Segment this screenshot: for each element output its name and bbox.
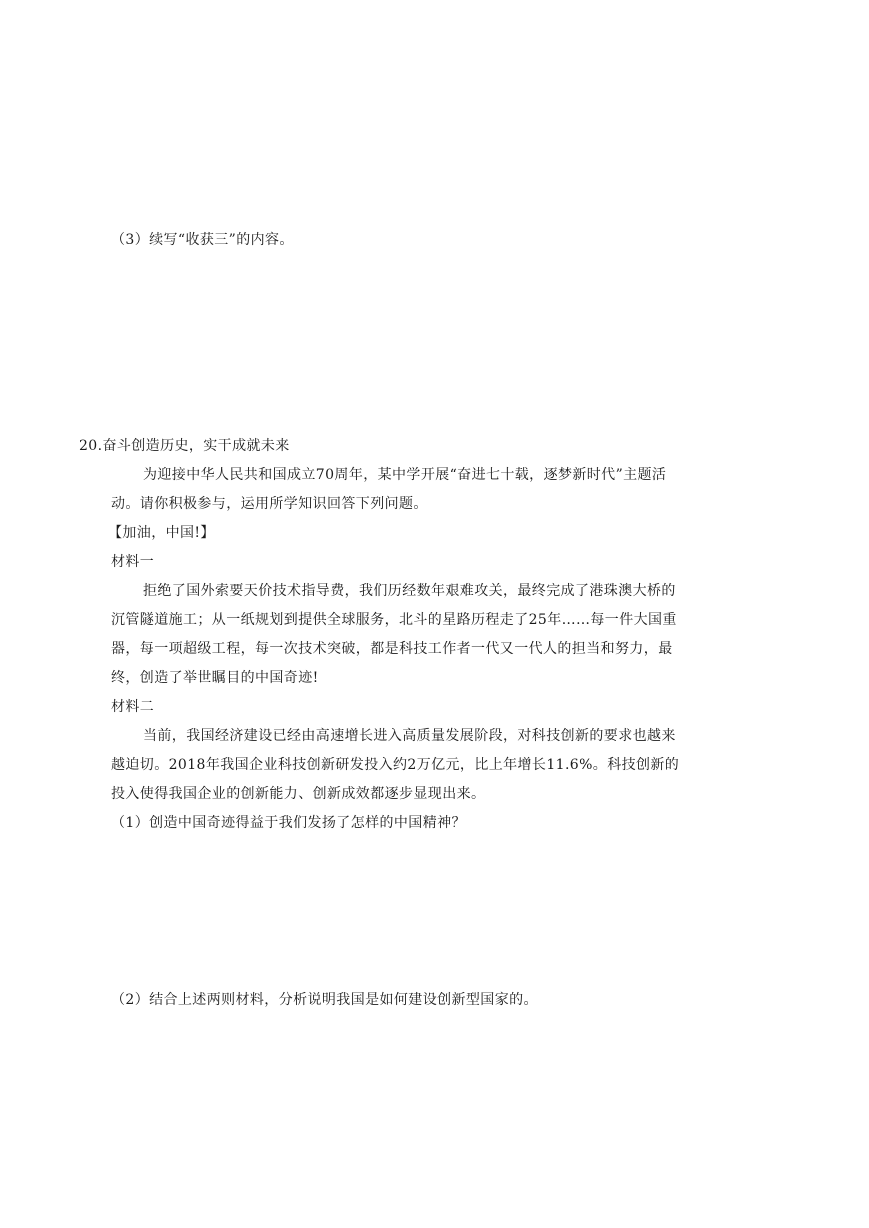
- sub-question-2: （2）结合上述两则材料，分析说明我国是如何建设创新型国家的。: [111, 992, 538, 1008]
- question-20-title: 20.奋斗创造历史，实干成就未来: [79, 438, 290, 454]
- material-2-line: 越迫切。2018年我国企业科技创新研发投入约2万亿元，比上年增长11.6%。科技创新的: [111, 757, 680, 773]
- question-3-text: （3）续写“收获三”的内容。: [111, 232, 294, 248]
- material-1-line: 沉管隧道施工；从一纸规划到提供全球服务，北斗的星路历程走了25年……每一件大国重: [111, 612, 677, 628]
- material-1-line: 终，创造了举世瞩目的中国奇迹!: [111, 670, 319, 686]
- material-2-label: 材料二: [111, 699, 155, 715]
- section-title: 【加油，中国!】: [108, 525, 215, 541]
- material-2-line: 当前，我国经济建设已经由高速增长进入高质量发展阶段，对科技创新的要求也越来: [143, 728, 676, 744]
- material-1-label: 材料一: [111, 554, 155, 570]
- intro-line: 为迎接中华人民共和国成立70周年，某中学开展“奋进七十载，逐梦新时代”主题活: [143, 467, 667, 483]
- sub-question-1: （1）创造中国奇迹得益于我们发扬了怎样的中国精神？: [111, 815, 466, 831]
- material-2-line: 投入使得我国企业的创新能力、创新成效都逐步显现出来。: [111, 786, 486, 802]
- intro-line: 动。请你积极参与，运用所学知识回答下列问题。: [111, 496, 428, 512]
- material-1-line: 拒绝了国外索要天价技术指导费，我们历经数年艰难攻关，最终完成了港珠澳大桥的: [143, 583, 676, 599]
- material-1-line: 器，每一项超级工程，每一次技术突破，都是科技工作者一代又一代人的担当和努力，最: [111, 641, 673, 657]
